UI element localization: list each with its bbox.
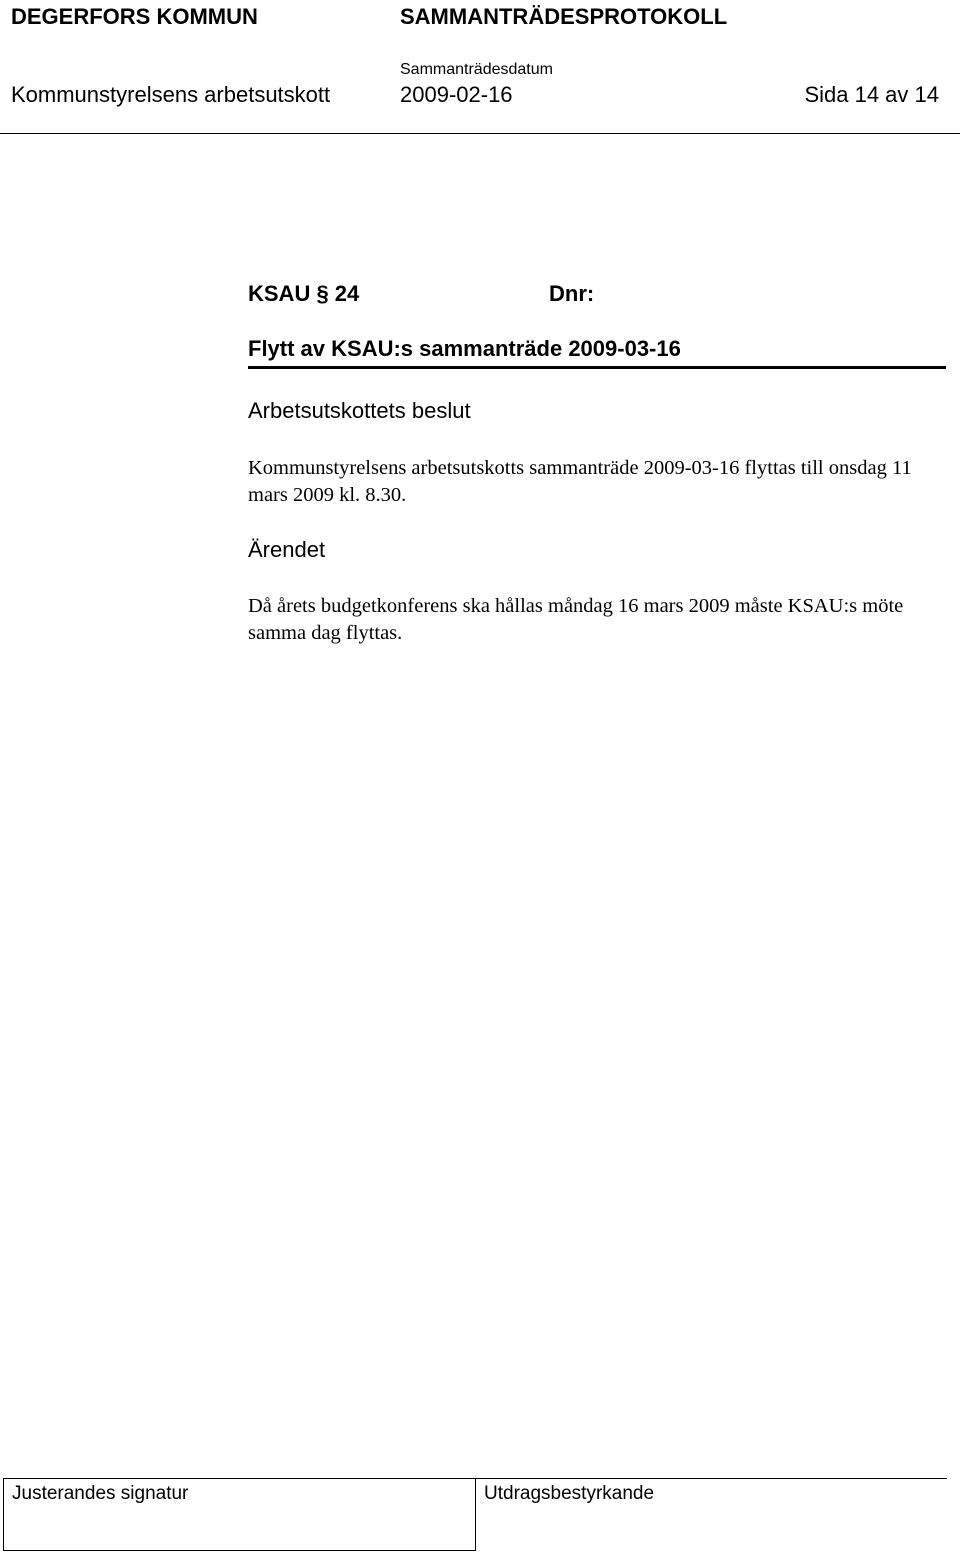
meeting-date: 2009-02-16 — [400, 82, 513, 107]
meeting-date-label: Sammanträdesdatum — [400, 61, 553, 78]
signature-table — [3, 1478, 947, 1552]
signature-table-left-border — [3, 1478, 4, 1551]
document-type: SAMMANTRÄDESPROTOKOLL — [400, 4, 728, 29]
title-underline — [248, 366, 946, 369]
dnr-label: Dnr: — [549, 281, 595, 306]
body-name: Kommunstyrelsens arbetsutskott — [11, 82, 331, 107]
decision-heading: Arbetsutskottets beslut — [248, 398, 471, 423]
decision-text: Kommunstyrelsens arbetsutskotts sammanträde 2009-03-16 flyttas till onsdag 11 mars 2009 kl. 8.30. — [248, 457, 912, 506]
signature-table-divider — [475, 1478, 476, 1551]
organization-name: DEGERFORS KOMMUN — [11, 4, 258, 29]
paragraph-title: Flytt av KSAU:s sammanträde 2009-03-16 — [248, 336, 681, 361]
page-number: Sida 14 av 14 — [804, 82, 939, 107]
header-divider — [0, 133, 960, 134]
signature-table-bottom-border — [3, 1550, 475, 1551]
section-number: KSAU § 24 — [248, 281, 360, 306]
matter-heading: Ärendet — [248, 537, 326, 562]
signature-label: Justerandes signatur — [12, 1483, 189, 1504]
matter-text: Då årets budgetkonferens ska hållas måndag 16 mars 2009 måste KSAU:s möte samma dag flyttas. — [248, 595, 904, 644]
certification-label: Utdragsbestyrkande — [484, 1483, 655, 1504]
